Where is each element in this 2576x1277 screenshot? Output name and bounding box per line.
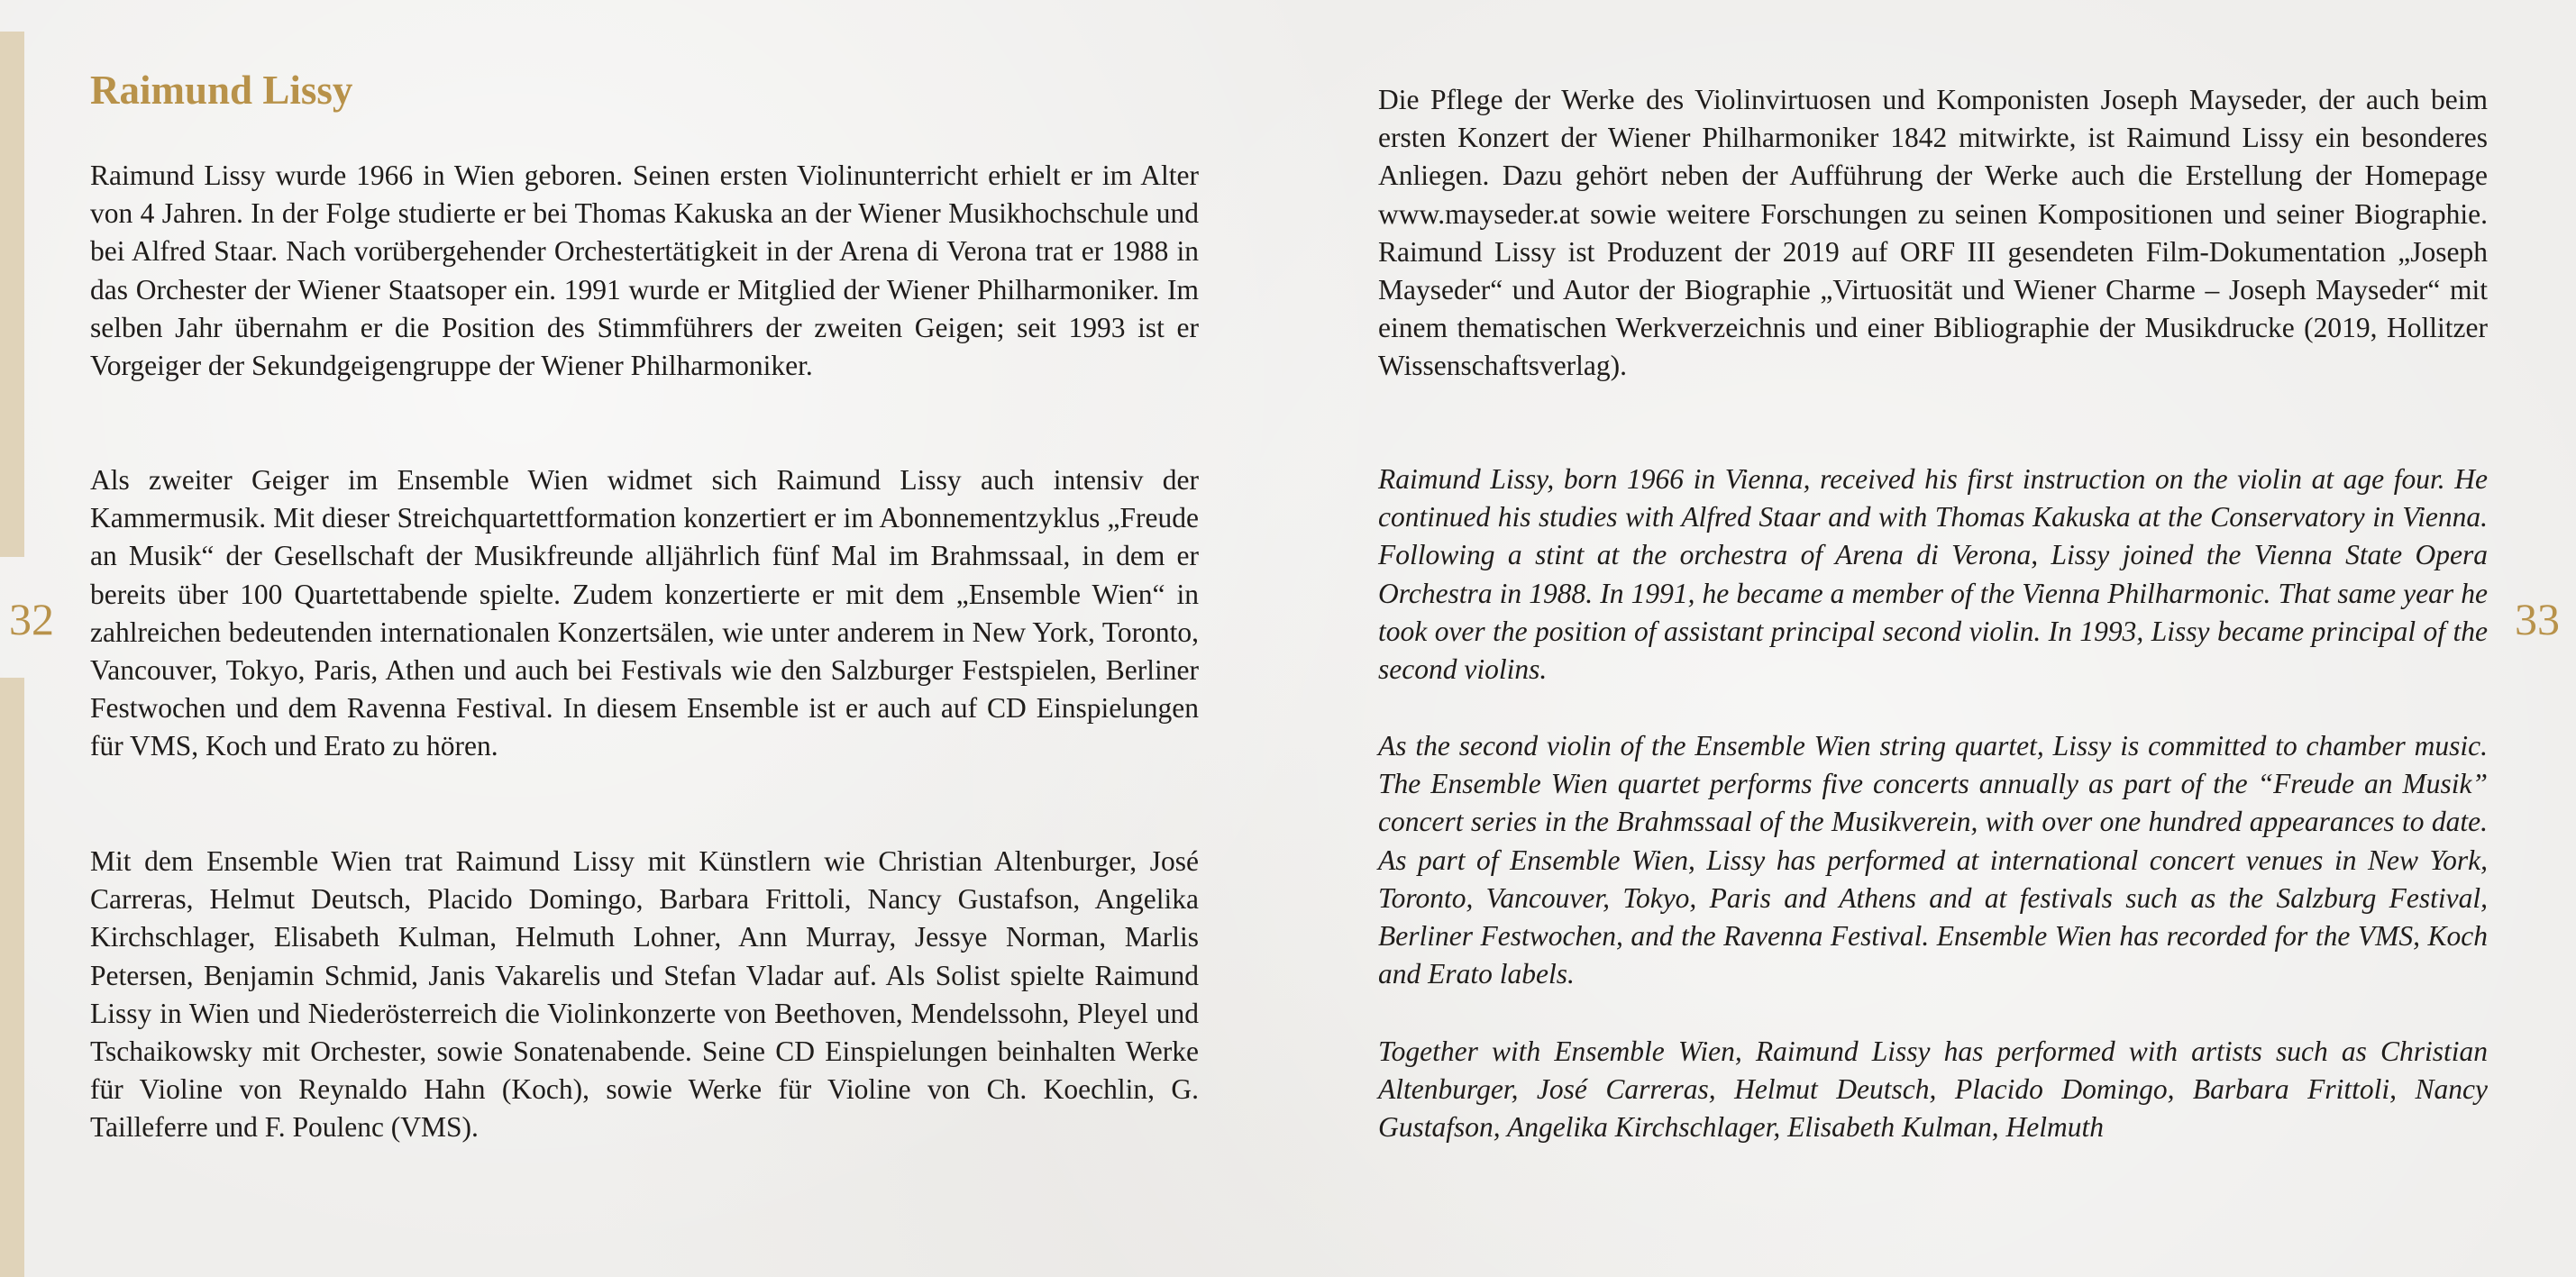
german-bio-paragraph: Raimund Lissy wurde 1966 in Wien geboren. Seinen ersten Violinunterricht erhielt er im Alter von 4 Jahren. In der Folge studierte er bei Thomas Kakuska an der Wiener Musikhochschule und bei Alfred Staar. Nach vorübergehender Orchestertätigkeit in der Arena di Verona trat er 1988 in das Orchester der Wiener Staatsoper ein. 1991 wurde er Mitglied der Wiener Philharmoniker. Im selben Jahr übernahm er die Position des Stimmführers der zweiten Geigen; seit 1993 ist er Vorgeiger der Sekundgeigengruppe der Wiener Philharmoniker. bbox=[90, 160, 1199, 382]
page-number-right: 33 bbox=[2515, 594, 2560, 644]
german-mayseder-paragraph: Die Pflege der Werke des Violinvirtuosen und Komponisten Joseph Mayseder, der auch beim ersten Konzert der Wiener Philharmoniker 1842 mitwirkte, ist Raimund Lissy ein besonderes Anliegen. Dazu gehört neben der Aufführung der Werke auch die Erstellung der Homepage www.mayseder.at sowie weitere Forschungen zu seinen Kompositionen und seiner Biographie. Raimund Lissy ist Produzent der 2019 auf ORF III gesendeten Film-Dokumentation „Joseph Mayseder“ und Autor der Biographie „Virtuosität und Wiener Charme – Joseph Mayseder“ mit einem thematischen Werkverzeichnis und einer Bibliographie der Musikdrucke (2019, Hollitzer Wissenschaftsverlag). bbox=[1378, 84, 2488, 382]
page-title: Raimund Lissy bbox=[90, 68, 353, 113]
page-edge-strip bbox=[0, 678, 24, 1277]
english-artists-paragraph: Together with Ensemble Wien, Raimund Lissy has performed with artists such as Christian Altenburger, José Carreras, Helmut Deutsch, Placido Domingo, Barbara Frittoli, Nancy Gustafson, Angelika Kirchschlager, Elisabeth Kulman, Helmuth bbox=[1378, 1035, 2488, 1144]
page-number-left: 32 bbox=[9, 594, 54, 644]
page-edge-strip bbox=[0, 32, 24, 557]
english-bio-paragraph: Raimund Lissy, born 1966 in Vienna, received his first instruction on the violin at age four. He continued his studies with Alfred Staar and with Thomas Kakuska at the Conservatory in Vienna. Following a stint at the orchestra of Arena di Verona, Lissy joined the Vienna State Opera Orchestra in 1988. In 1991, he became a member of the Vienna Philharmonic. That same year he took over the position of assistant principal second violin. In 1993, Lissy became principal of the second violins. bbox=[1378, 463, 2488, 686]
german-chamber-music-paragraph: Als zweiter Geiger im Ensemble Wien widmet sich Raimund Lissy auch intensiv der Kammermusik. Mit dieser Streichquartettformation konzertiert er im Abonnementzyklus „Freude an Musik“ der Gesellschaft der Musikfreunde alljährlich fünf Mal im Brahmssaal, in dem er bereits über 100 Quartettabende spielte. Zudem konzertierte er mit dem „Ensemble Wien“ in zahlreichen bedeutenden internationalen Konzertsälen, wie unter anderem in New York, Toronto, Vancouver, Tokyo, Paris, Athen und auch bei Festivals wie den Salzburger Festspielen, Berliner Festwochen und dem Ravenna Festival. In diesem Ensemble ist er auch auf CD Einspielungen für VMS, Koch und Erato zu hören. bbox=[90, 464, 1199, 762]
german-artists-paragraph: Mit dem Ensemble Wien trat Raimund Lissy mit Künstlern wie Christian Altenburger, José Carreras, Helmut Deutsch, Placido Domingo, Barbara Frittoli, Nancy Gustafson, Angelika Kirchschlager, Elisabeth Kulman, Helmuth Lohner, Ann Murray, Jessye Norman, Marlis Petersen, Benjamin Schmid, Janis Vakarelis und Stefan Vladar auf. Als Solist spielte Raimund Lissy in Wien und Niederösterreich die Violinkonzerte von Beethoven, Mendelssohn, Pleyel und Tschaikowsky mit Orchester, sowie Sonatenabende. Seine CD Einspielungen beinhalten Werke für Violine von Reynaldo Hahn (Koch), sowie Werke für Violine von Ch. Koechlin, G. Tailleferre und F. Poulenc (VMS). bbox=[90, 845, 1199, 1144]
english-chamber-music-paragraph: As the second violin of the Ensemble Wien string quartet, Lissy is committed to chamber music. The Ensemble Wien quartet performs five concerts annually as part of the “Freude an Musik” concert series in the Brahmssaal of the Musikverein, with over one hundred appearances to date. As part of Ensemble Wien, Lissy has performed at international concert venues in New York, Toronto, Vancouver, Tokyo, Paris and Athens and at festivals such as the Salzburg Festival, Berliner Festwochen, and the Ravenna Festival. Ensemble Wien has recorded for the VMS, Koch and Erato labels. bbox=[1378, 730, 2488, 990]
